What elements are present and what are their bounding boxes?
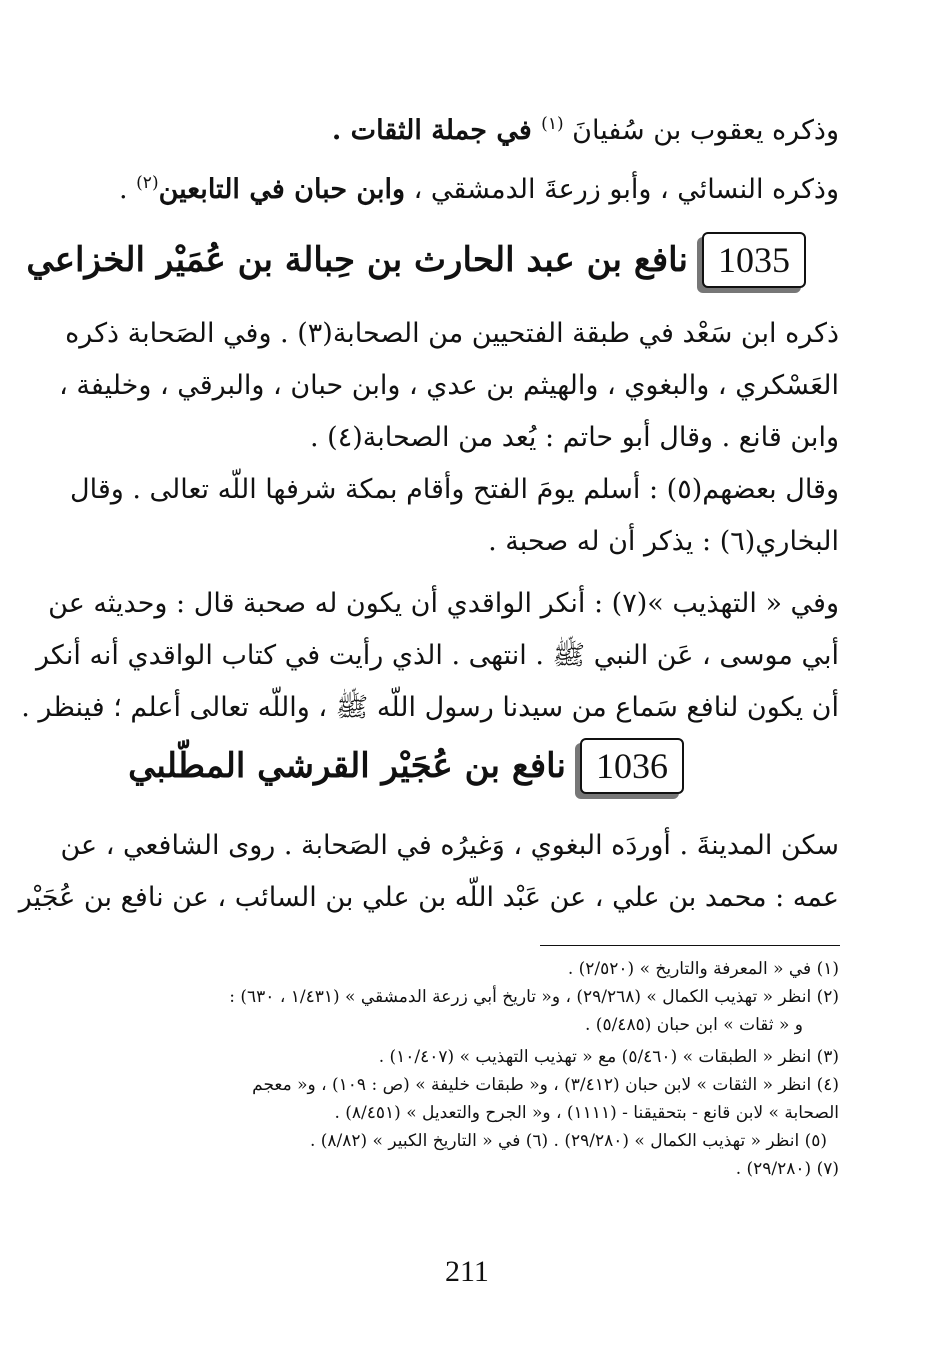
entry-1036-body xyxy=(18,820,839,924)
intro-line-1-text: وذكره يعقوب بن سُفيانَ xyxy=(563,115,839,146)
entry-1035-line-3: وابن قانع . وقال أبو حاتم : يُعد من الصحابة(٤) . xyxy=(310,422,839,453)
footnote-4: (٤) انظر « الثقات » لابن حبان (٣/٤١٢) ، و« طبقات خليفة » (ص : ١٠٩) ، و« معجم xyxy=(252,1075,839,1095)
entry-title: نافع بن عبد الحارث بن حِبالة بن عُمَيْر الخزاعي xyxy=(26,240,688,280)
entry-1035-line-5: البخاري(٦) : يذكر أن له صحبة . xyxy=(488,526,839,557)
intro-line-1-bold: في جملة الثقات . xyxy=(331,115,542,146)
page-number: 211 xyxy=(445,1255,489,1288)
entry-number: 1035 xyxy=(718,240,790,280)
intro-line-2 xyxy=(95,157,839,216)
footnotes xyxy=(95,955,839,1183)
intro-line-2-tail: . xyxy=(118,174,137,205)
entry-1035-line-6: وفي « التهذيب »(٧) : أنكر الواقدي أن يكون له صحبة قال : وحديثه عن xyxy=(48,588,839,619)
footnote-2: (٢) انظر « تهذيب الكمال » (٢٩/٢٦٨) ، و« تاريخ أبي زرعة الدمشقي » (١/٤٣١ ، ٦٣٠) : xyxy=(229,987,839,1007)
intro-line-1 xyxy=(95,98,839,157)
entry-1036-heading xyxy=(128,738,684,794)
entry-1035-line-7: أبي موسى ، عَن النبي ﷺ . انتهى . الذي رأيت في كتاب الواقدي أنه أنكر xyxy=(36,640,839,671)
footnote-2-cont: و « ثقات » ابن حبان (٥/٤٨٥) . xyxy=(585,1015,803,1035)
intro-paragraph xyxy=(95,98,839,216)
entry-1035-line-8: أن يكون لنافع سَماع من سيدنا رسول اللّه ﷺ ، واللّه تعالى أعلم ؛ فينظر . xyxy=(21,692,839,723)
entry-1035-body xyxy=(21,308,839,734)
entry-1036-line-2: عمه : محمد بن علي ، عن عَبْد اللّه بن علي بن السائب ، عن نافع بن عُجَيْر xyxy=(18,882,839,913)
footnote-5-6: (٥) انظر « تهذيب الكمال » (٢٩/٢٨٠) . (٦) في « التاريخ الكبير » (٨/٨٢) . xyxy=(309,1131,827,1151)
footnote-ref-1[interactable]: (١) xyxy=(541,114,564,134)
intro-line-2-bold: وابن حبان في التابعين xyxy=(158,174,406,205)
intro-line-2-text: وذكره النسائي ، وأبو زرعةَ الدمشقي ، xyxy=(405,174,839,205)
footnote-separator xyxy=(540,945,840,946)
footnote-4-cont: الصحابة » لابن قانع - بتحقيقنا - (١١١١) ، و« الجرح والتعديل » (٨/٤٥١) . xyxy=(334,1103,839,1123)
footnote-7: (٧) (٢٩/٢٨٠) . xyxy=(735,1159,839,1179)
footnote-ref-2[interactable]: (٢) xyxy=(136,173,159,193)
entry-title: نافع بن عُجَيْر القرشي المطّلبي xyxy=(128,746,566,786)
entry-number: 1036 xyxy=(596,746,668,786)
footnote-3: (٣) انظر « الطبقات » (٥/٤٦٠) مع « تهذيب التهذيب » (١٠/٤٠٧) . xyxy=(378,1047,839,1067)
entry-1035-line-1: ذكره ابن سَعْد في طبقة الفتحيين من الصحابة(٣) . وفي الصَحابة ذكره xyxy=(65,318,839,349)
entry-1035-line-2: العَسْكري ، والبغوي ، والهيثم بن عدي ، وابن حبان ، والبرقي ، وخليفة ، xyxy=(59,370,839,401)
entry-number-box xyxy=(580,738,684,794)
footnote-1: (١) في « المعرفة والتاريخ » (٢/٥٢٠) . xyxy=(567,959,839,979)
entry-number-box xyxy=(702,232,806,288)
entry-1035-heading xyxy=(26,232,806,288)
entry-1036-line-1: سكن المدينةَ . أوردَه البغوي ، وَغيرُه في الصَحابة . روى الشافعي ، عن xyxy=(60,830,839,861)
entry-1035-line-4: وقال بعضهم(٥) : أسلم يومَ الفتح وأقام بمكة شرفها اللّه تعالى . وقال xyxy=(69,474,839,505)
